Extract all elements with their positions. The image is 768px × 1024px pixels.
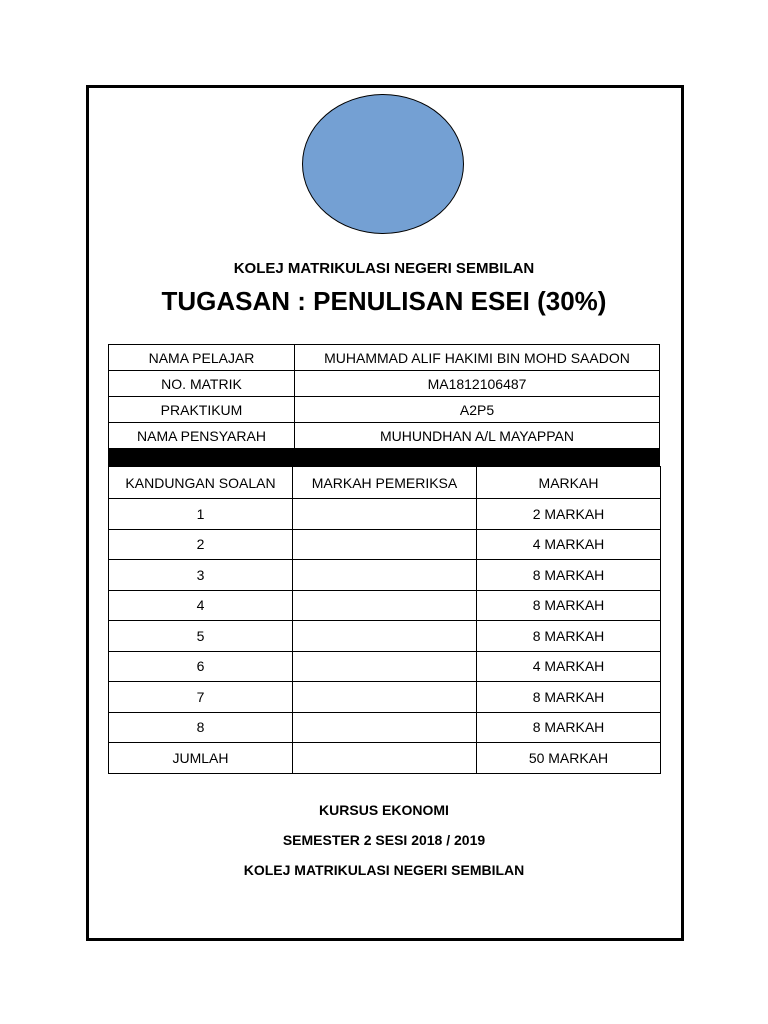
footer-course: KURSUS EKONOMI xyxy=(319,802,449,818)
info-value: A2P5 xyxy=(295,397,660,423)
table-row xyxy=(109,529,661,560)
question-cell: 2 xyxy=(109,529,293,560)
question-cell: 7 xyxy=(109,682,293,713)
table-row xyxy=(109,712,661,743)
info-label: NAMA PENSYARAH xyxy=(109,423,295,449)
examiner-cell xyxy=(293,682,477,713)
total-marks: 50 MARKAH xyxy=(477,743,661,774)
examiner-cell xyxy=(293,560,477,591)
question-cell: 6 xyxy=(109,651,293,682)
total-examiner-cell xyxy=(293,743,477,774)
marks-cell: 8 MARKAH xyxy=(477,712,661,743)
marks-header-row xyxy=(109,467,661,499)
examiner-cell xyxy=(293,590,477,621)
table-row xyxy=(109,590,661,621)
logo-placeholder-circle xyxy=(302,94,464,234)
total-label: JUMLAH xyxy=(109,743,293,774)
info-label: NAMA PELAJAR xyxy=(109,345,295,371)
table-row xyxy=(109,499,661,530)
header-examiner: MARKAH PEMERIKSA xyxy=(293,467,477,499)
question-cell: 4 xyxy=(109,590,293,621)
info-value: MUHAMMAD ALIF HAKIMI BIN MOHD SAADON xyxy=(295,345,660,371)
examiner-cell xyxy=(293,712,477,743)
info-value: MUHUNDHAN A/L MAYAPPAN xyxy=(295,423,660,449)
info-value: MA1812106487 xyxy=(295,371,660,397)
info-label: PRAKTIKUM xyxy=(109,397,295,423)
header-question: KANDUNGAN SOALAN xyxy=(109,467,293,499)
page-title: TUGASAN : PENULISAN ESEI (30%) xyxy=(161,286,607,316)
marks-cell: 8 MARKAH xyxy=(477,590,661,621)
info-row xyxy=(109,345,660,371)
marks-cell: 4 MARKAH xyxy=(477,529,661,560)
examiner-cell xyxy=(293,499,477,530)
header-marks: MARKAH xyxy=(477,467,661,499)
marks-cell: 8 MARKAH xyxy=(477,621,661,652)
table-row xyxy=(109,560,661,591)
marks-cell: 4 MARKAH xyxy=(477,651,661,682)
info-label: NO. MATRIK xyxy=(109,371,295,397)
table-row xyxy=(109,651,661,682)
info-row xyxy=(109,397,660,423)
table-row xyxy=(109,682,661,713)
marks-cell: 8 MARKAH xyxy=(477,682,661,713)
student-info-table xyxy=(108,344,660,449)
question-cell: 5 xyxy=(109,621,293,652)
college-name: KOLEJ MATRIKULASI NEGERI SEMBILAN xyxy=(233,260,535,277)
separator-bar xyxy=(108,449,660,466)
info-row xyxy=(109,423,660,449)
marks-cell: 8 MARKAH xyxy=(477,560,661,591)
footer-college: KOLEJ MATRIKULASI NEGERI SEMBILAN xyxy=(243,862,525,878)
question-cell: 3 xyxy=(109,560,293,591)
question-cell: 8 xyxy=(109,712,293,743)
info-row xyxy=(109,371,660,397)
footer-semester: SEMESTER 2 SESI 2018 / 2019 xyxy=(282,832,486,848)
total-row xyxy=(109,743,661,774)
examiner-cell xyxy=(293,529,477,560)
marks-cell: 2 MARKAH xyxy=(477,499,661,530)
examiner-cell xyxy=(293,621,477,652)
table-row xyxy=(109,621,661,652)
examiner-cell xyxy=(293,651,477,682)
question-cell: 1 xyxy=(109,499,293,530)
marks-table xyxy=(108,466,661,774)
